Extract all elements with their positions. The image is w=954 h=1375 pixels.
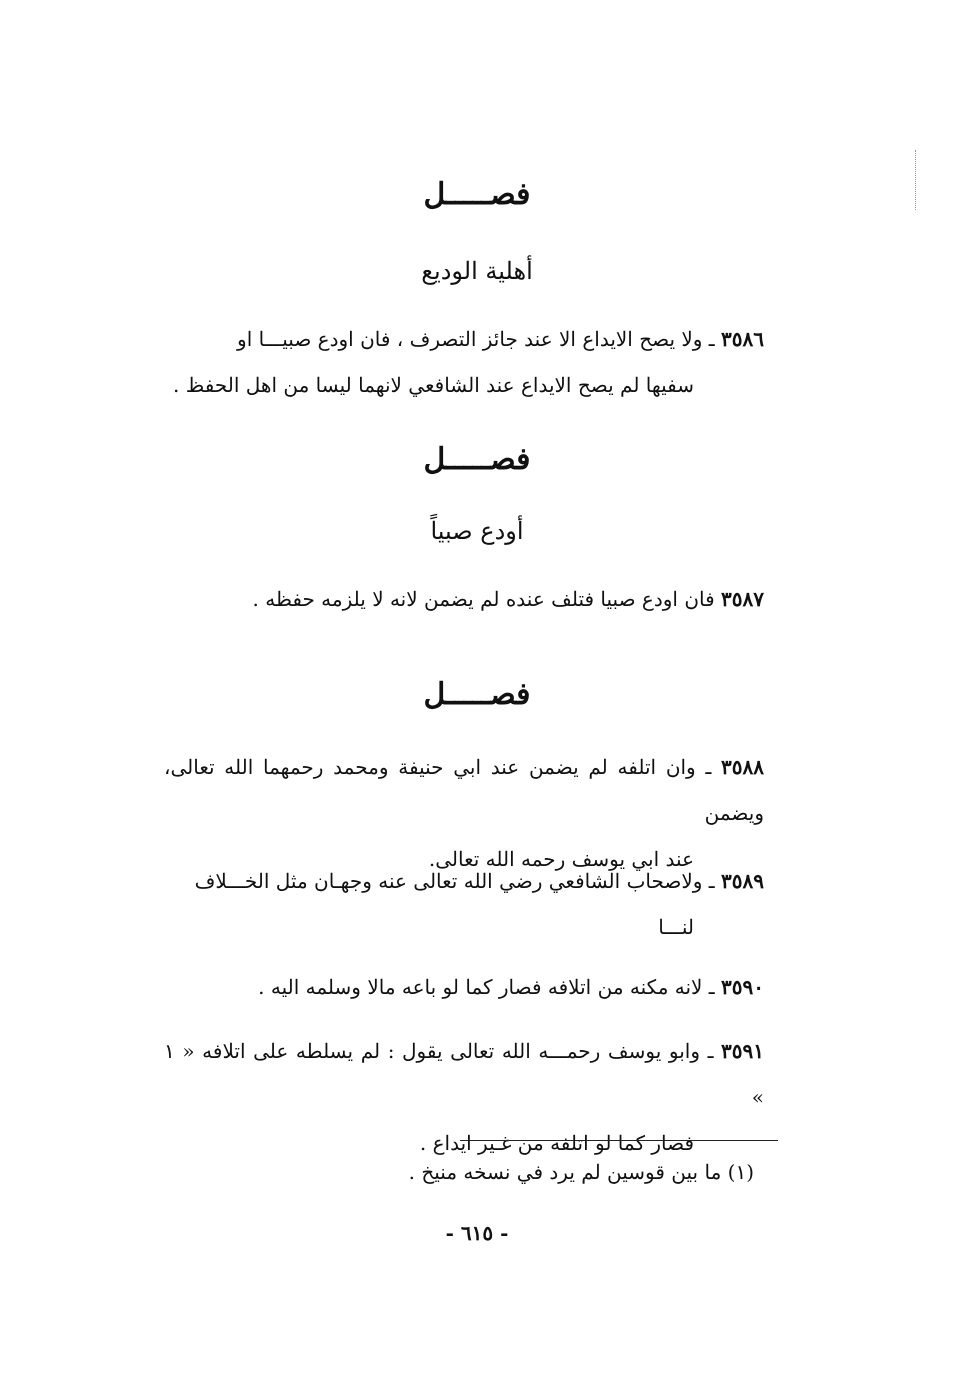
section-heading-1: فصـــــل (423, 177, 531, 212)
paragraph-line: ـ ولا يصح الايداع الا عند جائز التصرف ، فان اودع صبيـــا او (237, 327, 715, 351)
paragraph-3590 (164, 964, 764, 1010)
paragraph-number: ٣٥٨٦ (721, 327, 764, 351)
paragraph-3591 (164, 1028, 764, 1166)
section-subheading-1: أهلية الوديع (421, 257, 533, 285)
footnote-rule (460, 1140, 778, 1141)
footnote: (١) ما بين قوسين لم يرد في نسخه منيخ . (408, 1160, 754, 1184)
paragraph-number: ٣٥٩١ (721, 1039, 765, 1063)
paragraph-line: ـ وابو يوسف رحمـــه الله تعالى يقول : لم يسلطه على اتلافه « ١ » (164, 1039, 764, 1109)
paragraph-line: ـ لانه مكنه من اتلافه فصار كما لو باعه مالا وسلمه اليه . (258, 975, 715, 999)
paragraph-number: ٣٥٨٨ (721, 755, 765, 779)
section-heading-3: فصـــــل (423, 677, 531, 712)
paragraph-3587 (164, 576, 764, 622)
paragraph-line: عند ابي يوسف رحمه الله تعالى. (428, 847, 694, 871)
paragraph-line: سفيها لم يصح الايداع عند الشافعي لانهما ليسا من اهل الحفظ . (173, 373, 694, 397)
paragraph-line: فصار كما لو اتلفه من غـير ايداع . (419, 1131, 694, 1155)
paragraph-number: ٣٥٩٠ (721, 975, 764, 999)
paragraph-3586 (164, 316, 764, 408)
paragraph-line: ـ وان اتلفه لم يضمن عند ابي حنيفة ومحمد رحمهما الله تعالى، ويضمن (164, 755, 764, 825)
page-number: - ٦١٥ - (445, 1221, 509, 1245)
section-heading-2: فصـــــل (423, 442, 531, 477)
paragraph-3589 (164, 858, 764, 950)
paragraph-line: فان اودع صبيا فتلف عنده لم يضمن لانه لا يلزمه حفظه . (252, 587, 715, 611)
paragraph-line: ـ ولاصحاب الشافعي رضي الله تعالى عنه وجهـان مثل الخـــلاف (194, 869, 715, 893)
section-subheading-2: أودع صبياً (430, 517, 524, 545)
paragraph-line: لنـــا (658, 915, 694, 939)
paragraph-number: ٣٥٨٧ (721, 587, 764, 611)
paragraph-number: ٣٥٨٩ (721, 869, 764, 893)
